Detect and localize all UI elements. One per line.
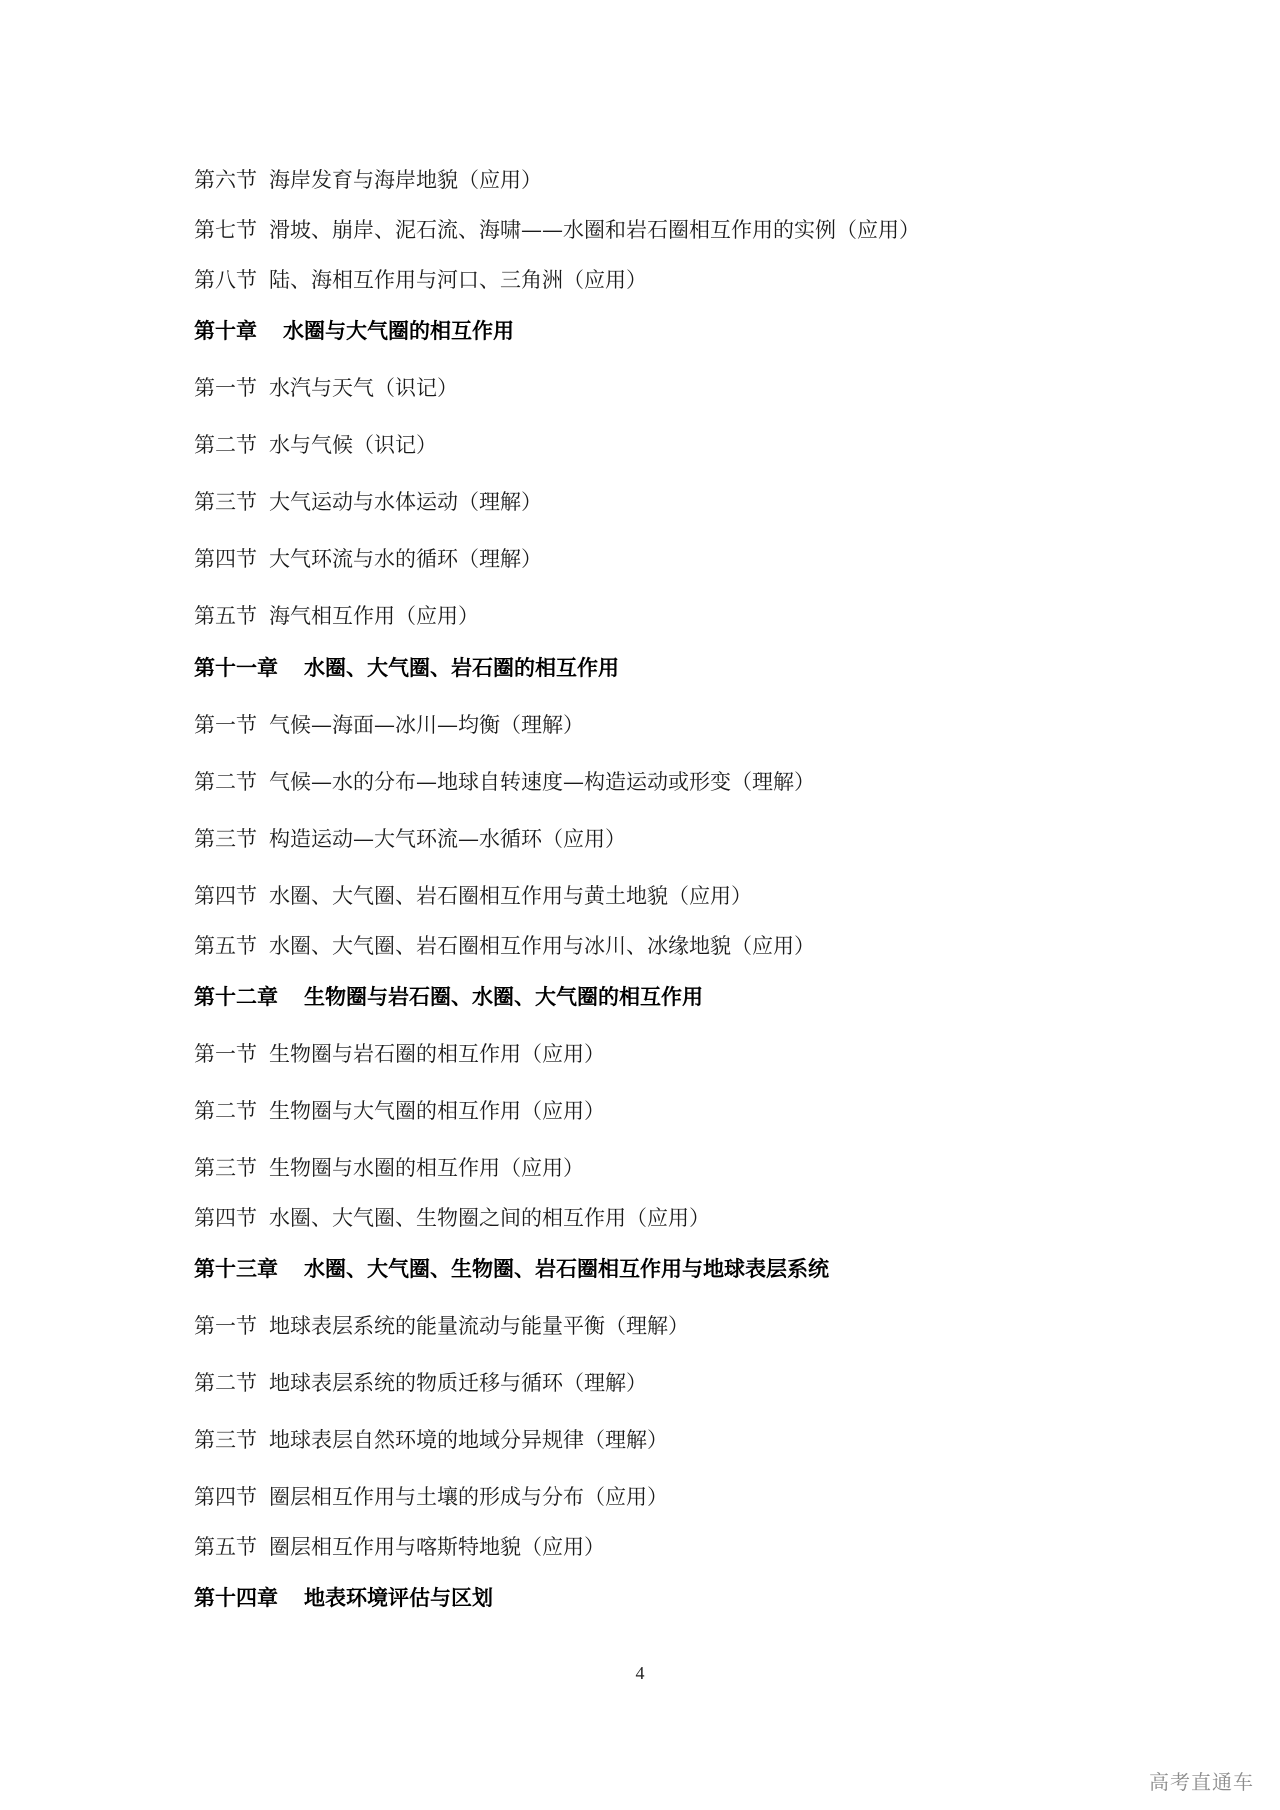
chapter-number: 第十四章 [194, 1586, 278, 1610]
toc-entry [194, 431, 437, 459]
chapter-title: 水圈与大气圈的相互作用 [283, 319, 514, 343]
section-number: 第八节 [194, 268, 257, 292]
section-title: 生物圈与水圈的相互作用（应用） [269, 1156, 584, 1180]
toc-entry [194, 1154, 584, 1182]
chapter-title: 水圈、大气圈、生物圈、岩石圈相互作用与地球表层系统 [304, 1257, 829, 1281]
section-number: 第六节 [194, 168, 257, 192]
section-number: 第一节 [194, 1314, 257, 1338]
section-title: 水圈、大气圈、岩石圈相互作用与冰川、冰缘地貌（应用） [269, 934, 815, 958]
chapter-heading [194, 654, 619, 682]
toc-entry [194, 1369, 647, 1397]
section-number: 第二节 [194, 1099, 257, 1123]
section-number: 第五节 [194, 604, 257, 628]
section-title: 大气运动与水体运动（理解） [269, 490, 542, 514]
section-title: 气候—海面—冰川—均衡（理解） [269, 713, 584, 737]
toc-entry [194, 216, 920, 244]
toc-entry [194, 882, 752, 910]
section-title: 海气相互作用（应用） [269, 604, 479, 628]
chapter-heading [194, 1584, 493, 1612]
section-title: 地球表层自然环境的地域分异规律（理解） [269, 1428, 668, 1452]
chapter-heading [194, 1255, 829, 1283]
section-number: 第三节 [194, 827, 257, 851]
chapter-number: 第十一章 [194, 656, 278, 680]
toc-entry [194, 374, 458, 402]
section-number: 第二节 [194, 1371, 257, 1395]
toc-entry [194, 1483, 668, 1511]
chapter-heading [194, 317, 514, 345]
section-number: 第五节 [194, 1535, 257, 1559]
chapter-number: 第十章 [194, 319, 257, 343]
section-number: 第二节 [194, 433, 257, 457]
section-number: 第四节 [194, 547, 257, 571]
section-title: 水汽与天气（识记） [269, 376, 458, 400]
chapter-number: 第十三章 [194, 1257, 278, 1281]
section-number: 第三节 [194, 490, 257, 514]
section-title: 海岸发育与海岸地貌（应用） [269, 168, 542, 192]
section-title: 气候—水的分布—地球自转速度—构造运动或形变（理解） [269, 770, 815, 794]
toc-entry [194, 1204, 710, 1232]
section-title: 圈层相互作用与喀斯特地貌（应用） [269, 1535, 605, 1559]
section-number: 第三节 [194, 1156, 257, 1180]
toc-entry [194, 711, 584, 739]
section-title: 圈层相互作用与土壤的形成与分布（应用） [269, 1485, 668, 1509]
toc-entry [194, 1040, 605, 1068]
page-number: 4 [635, 1663, 645, 1683]
section-title: 生物圈与大气圈的相互作用（应用） [269, 1099, 605, 1123]
section-title: 地球表层系统的物质迁移与循环（理解） [269, 1371, 647, 1395]
chapter-title: 地表环境评估与区划 [304, 1586, 493, 1610]
section-title: 水圈、大气圈、岩石圈相互作用与黄土地貌（应用） [269, 884, 752, 908]
toc-entry [194, 932, 815, 960]
section-number: 第五节 [194, 934, 257, 958]
section-title: 水与气候（识记） [269, 433, 437, 457]
section-number: 第一节 [194, 1042, 257, 1066]
section-title: 大气环流与水的循环（理解） [269, 547, 542, 571]
chapter-heading [194, 983, 703, 1011]
chapter-title: 生物圈与岩石圈、水圈、大气圈的相互作用 [304, 985, 703, 1009]
section-title: 构造运动—大气环流—水循环（应用） [269, 827, 626, 851]
toc-entry [194, 768, 815, 796]
section-number: 第七节 [194, 218, 257, 242]
section-title: 陆、海相互作用与河口、三角洲（应用） [269, 268, 647, 292]
toc-entry [194, 166, 542, 194]
toc-entry [194, 488, 542, 516]
section-title: 地球表层系统的能量流动与能量平衡（理解） [269, 1314, 689, 1338]
section-number: 第四节 [194, 1206, 257, 1230]
toc-entry [194, 545, 542, 573]
section-title: 滑坡、崩岸、泥石流、海啸——水圈和岩石圈相互作用的实例（应用） [269, 218, 920, 242]
toc-entry [194, 1312, 689, 1340]
toc-entry [194, 1533, 605, 1561]
toc-entry [194, 825, 626, 853]
toc-entry [194, 1097, 605, 1125]
section-number: 第三节 [194, 1428, 257, 1452]
section-number: 第二节 [194, 770, 257, 794]
section-title: 生物圈与岩石圈的相互作用（应用） [269, 1042, 605, 1066]
section-number: 第四节 [194, 884, 257, 908]
section-number: 第四节 [194, 1485, 257, 1509]
section-title: 水圈、大气圈、生物圈之间的相互作用（应用） [269, 1206, 710, 1230]
chapter-number: 第十二章 [194, 985, 278, 1009]
section-number: 第一节 [194, 376, 257, 400]
section-number: 第一节 [194, 713, 257, 737]
toc-entry [194, 602, 479, 630]
chapter-title: 水圈、大气圈、岩石圈的相互作用 [304, 656, 619, 680]
toc-entry [194, 1426, 668, 1454]
watermark-text: 高考直通车 [1149, 1770, 1254, 1794]
toc-entry [194, 266, 647, 294]
